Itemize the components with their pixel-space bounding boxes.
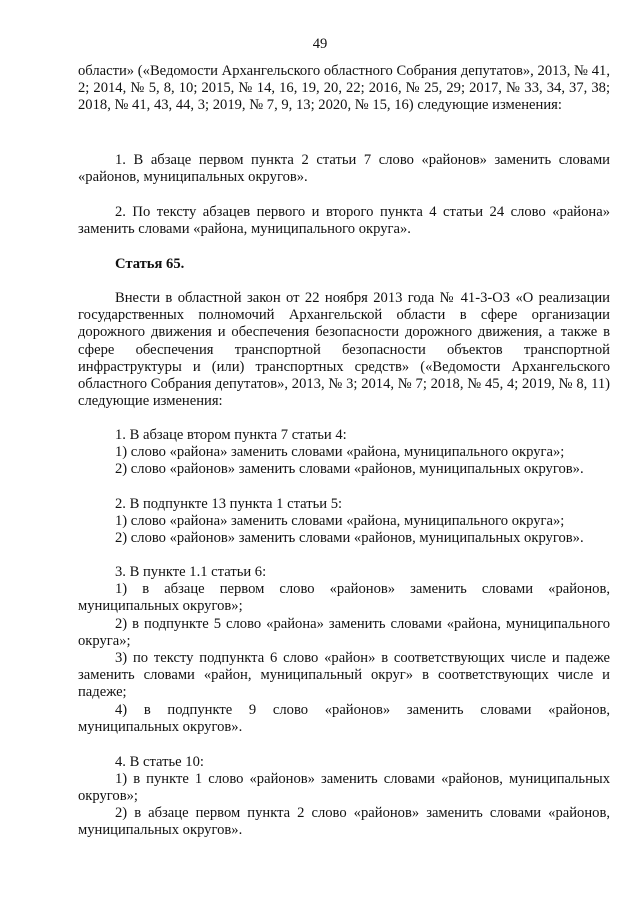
intro-tail-paragraph: области» («Ведомости Архангельского областного Собрания депутатов», 2013, № 41, 2; 2014, № 5, 8, 10; 2015, № 14, 16, 19, 20, 22; 2016, № 25, 29; 2017, № 33, 34, 37, 38; 2018, № 41, 43, 44, 3; 2019, № 7, 9, 13; 2020, № 15, 16) следующие изменения:: [78, 63, 610, 114]
page-number: 49: [312, 36, 328, 52]
amendment-item-1: 1. В абзаце первом пункта 2 статьи 7 слово «районов» заменить словами «районов, муниципальных округов».: [78, 152, 610, 186]
section-1-heading: 1. В абзаце втором пункта 7 статьи 4:: [115, 427, 347, 443]
article-title: Статья 65.: [115, 256, 185, 272]
section-2-subitem-1: 1) слово «района» заменить словами «района, муниципального округа»;: [115, 513, 565, 529]
section-3-subitem-1: 1) в абзаце первом слово «районов» заменить словами «районов, муниципальных округов»;: [78, 581, 610, 615]
section-2-heading: 2. В подпункте 13 пункта 1 статьи 5:: [115, 496, 343, 512]
section-3-subitem-2: 2) в подпункте 5 слово «района» заменить словами «района, муниципального округа»;: [78, 616, 610, 650]
section-1-subitem-2: 2) слово «районов» заменить словами «районов, муниципальных округов».: [115, 461, 584, 477]
section-2-subitem-2: 2) слово «районов» заменить словами «районов, муниципальных округов».: [115, 530, 584, 546]
section-4-heading: 4. В статье 10:: [115, 754, 204, 770]
section-4-subitem-1: 1) в пункте 1 слово «районов» заменить словами «районов, муниципальных округов»;: [78, 771, 610, 805]
section-4-subitem-2: 2) в абзаце первом пункта 2 слово «районов» заменить словами «районов, муниципальных округов».: [78, 805, 610, 839]
section-1-subitem-1: 1) слово «района» заменить словами «района, муниципального округа»;: [115, 444, 565, 460]
section-3-heading: 3. В пункте 1.1 статьи 6:: [115, 564, 267, 580]
section-3-subitem-3: 3) по тексту подпункта 6 слово «район» в соответствующих числе и падеже заменить словами «район, муниципальный округ» в соответствующих числе и падеже;: [78, 650, 610, 701]
article-intro-paragraph: Внести в областной закон от 22 ноября 2013 года № 41-3-ОЗ «О реализации государственных полномочий Архангельской области в сфере организации дорожного движения и обеспечения безопасности дорожного движения, а также в сфере обеспечения транспортной безопасности объектов транспортной инфраструктуры и (или) транспортных средств» («Ведомости Архангельского областного Собрания депутатов», 2013, № 3; 2014, № 7; 2018, № 45, 4; 2019, № 8, 11) следующие изменения:: [78, 290, 610, 410]
section-3-subitem-4: 4) в подпункте 9 слово «районов» заменить словами «районов, муниципальных округов».: [78, 702, 610, 736]
amendment-item-2: 2. По тексту абзацев первого и второго пункта 4 статьи 24 слово «района» заменить словами «района, муниципального округа».: [78, 204, 610, 238]
